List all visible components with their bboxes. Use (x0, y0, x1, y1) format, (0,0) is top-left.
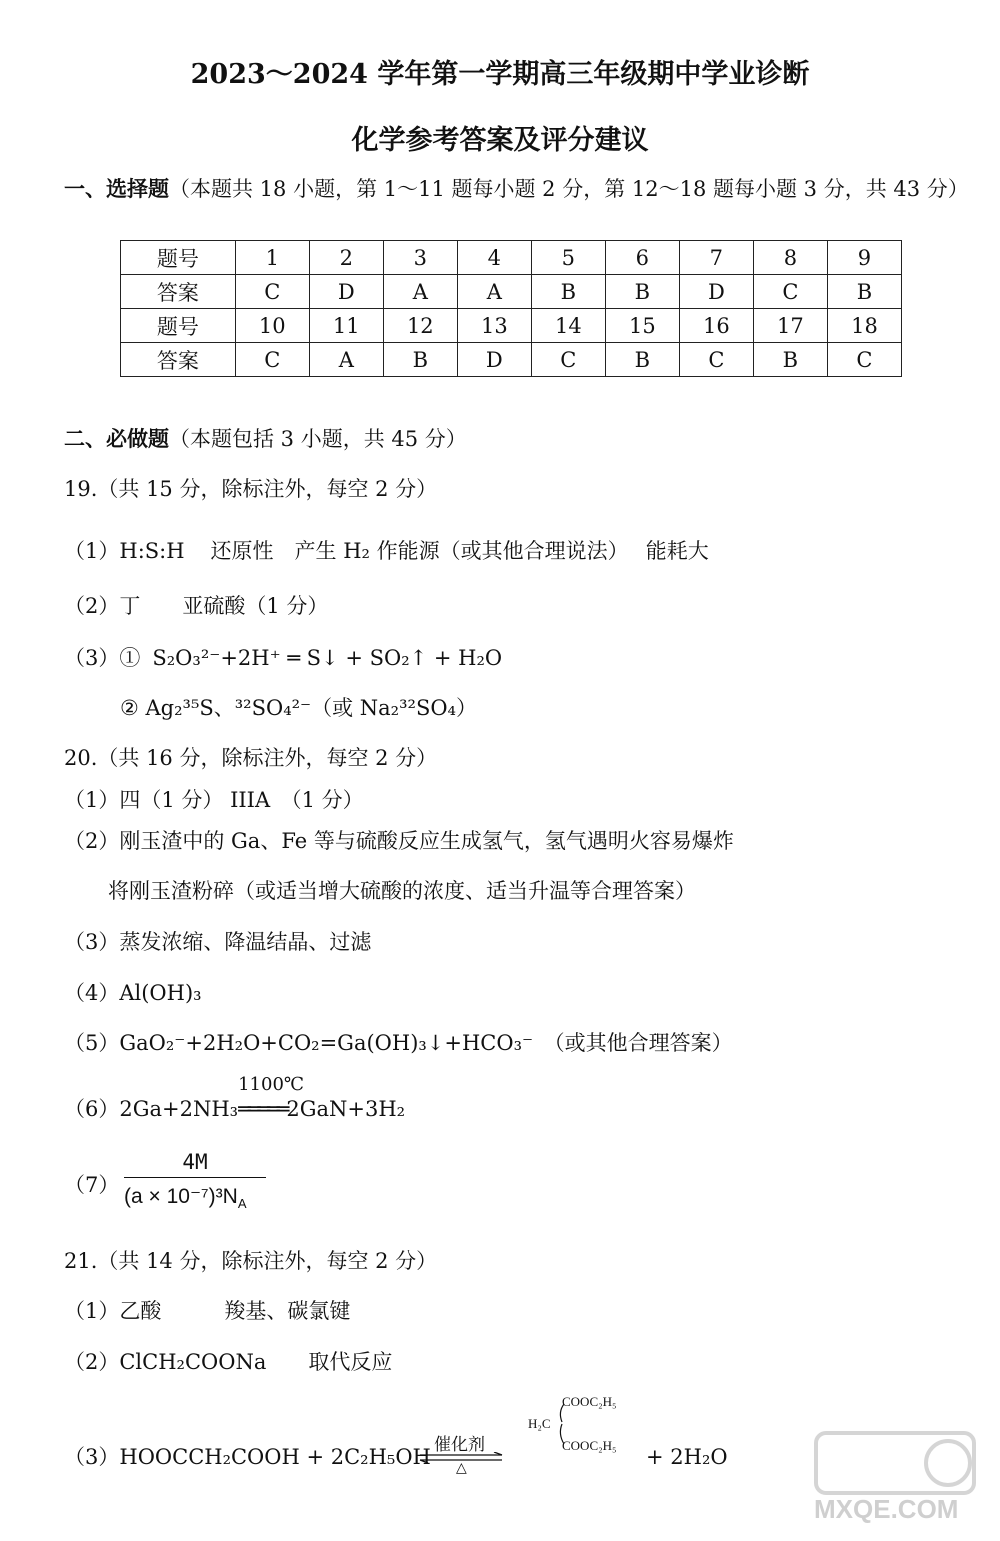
q19-part3b: ② Ag₂³⁵S、³²SO₄²⁻（或 Na₂³²SO₄） (120, 696, 477, 720)
q20-part3: （3）蒸发浓缩、降温结晶、过滤 (64, 930, 372, 954)
q19-part1: （1）H:S:H 还原性 产生 H₂ 作能源（或其他合理说法） 能耗大 (64, 539, 709, 563)
table-row: 题号 10 11 12 13 14 15 16 17 18 (121, 309, 902, 343)
answer-table (120, 240, 902, 377)
q20-part4: （4）Al(OH)₃ (64, 981, 202, 1005)
q20-heading: 20.（共 16 分，除标注外，每空 2 分） (64, 746, 438, 770)
reversible-arrow: 催化剂 △ (418, 1430, 504, 1474)
q20-part2a: （2）刚玉渣中的 Ga、Fe 等与硫酸反应生成氢气，氢气遇明火容易爆炸 (64, 829, 734, 853)
table-row: 答案 C A B D C B C B C (121, 343, 902, 377)
q21-part1: （1）乙酸 羧基、碳氯键 (64, 1299, 351, 1323)
q21-part2: （2）ClCH₂COONa 取代反应 (64, 1350, 393, 1374)
page-subtitle: 化学参考答案及评分建议 (351, 125, 649, 156)
watermark-logo: MXQE.COM (810, 1427, 980, 1527)
page-title: 2023～2024 学年第一学期高三年级期中学业诊断 (190, 59, 810, 90)
q21-heading: 21.（共 14 分，除标注外，每空 2 分） (64, 1249, 438, 1273)
q20-part7-label: （7） (64, 1173, 120, 1197)
table-row: 答案 C D A A B B D C B (121, 275, 902, 309)
q20-part5: （5）GaO₂⁻+2H₂O+CO₂=Ga(OH)₃↓+HCO₃⁻ （或其他合理答案） (64, 1031, 733, 1055)
q20-part7-fraction: 4M $(a \times 10^{-7})^3N_A$ (124, 1150, 266, 1209)
q20-part6: （6）2Ga+2NH₃ 1100℃ ═════2GaN+3H₂ (64, 1074, 406, 1121)
table-row: 题号 1 2 3 4 5 6 7 8 9 (121, 241, 902, 275)
section1-heading: 一、选择题（本题共 18 小题，第 1～11 题每小题 2 分，第 12～18 题每小题 3 分，共 43 分） (64, 176, 969, 201)
q20-part1: （1）四（1 分） IIIA （1 分） (64, 788, 364, 812)
q21-part3: （3）HOOCCH₂COOH + 2C₂H₅OH (64, 1445, 431, 1469)
q21-part3-water: + 2H₂O (646, 1445, 728, 1469)
section2-heading: 二、必做题（本题包括 3 小题，共 45 分） (64, 426, 467, 451)
q19-heading: 19.（共 15 分，除标注外，每空 2 分） (64, 477, 438, 501)
q20-part2b: 将刚玉渣粉碎（或适当增大硫酸的浓度、适当升温等合理答案） (108, 879, 696, 903)
q19-part3: （3）① S₂O₃²⁻+2H⁺ ═ S↓ + SO₂↑ + H₂O (64, 646, 503, 670)
q19-part2: （2）丁 亚硫酸（1 分） (64, 594, 329, 618)
diethyl-malonate-structure: COOC₂H₅ H₂C COOC₂H₅ (528, 1394, 617, 1453)
